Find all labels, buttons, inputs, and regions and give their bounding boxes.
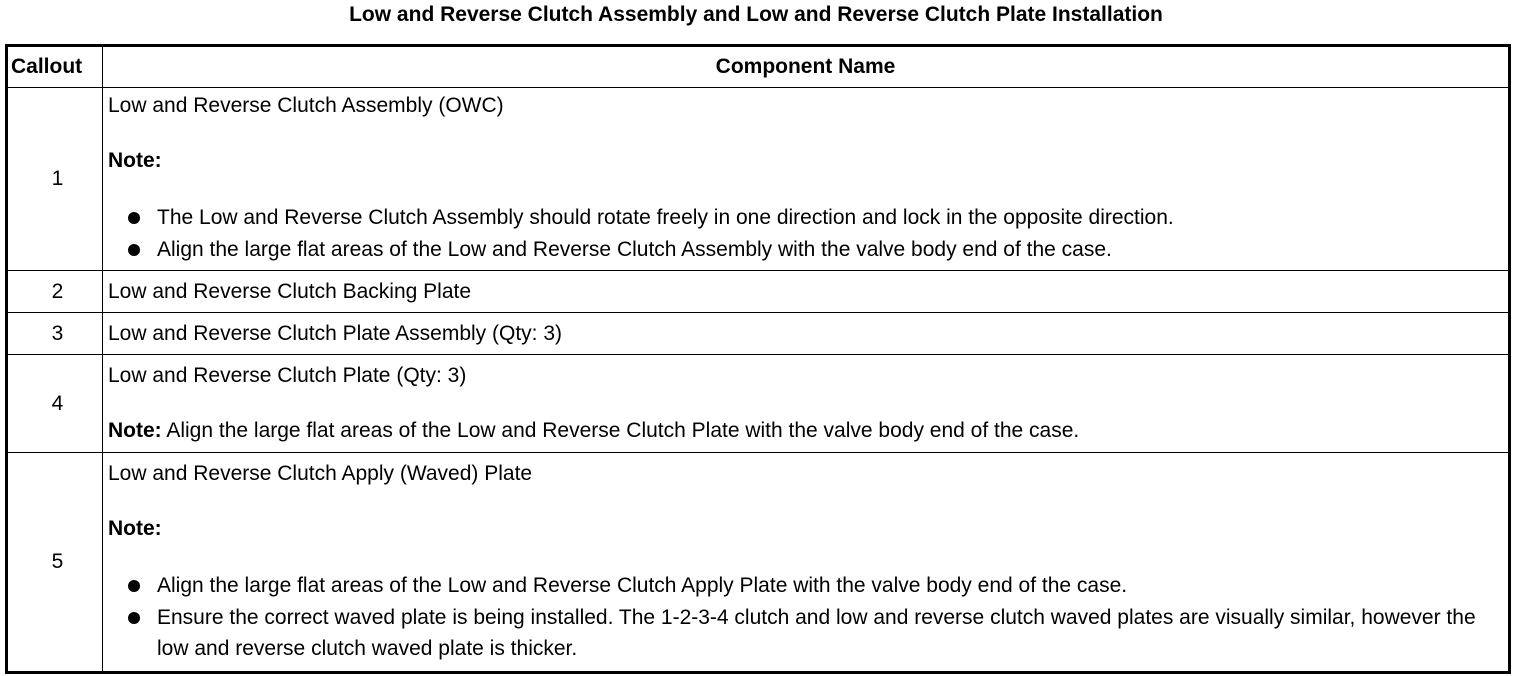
- note-bullet-text: The Low and Reverse Clutch Assembly should rotate freely in one direction and lock in the opposite direction.: [157, 206, 1174, 229]
- component-name: Low and Reverse Clutch Assembly (OWC): [108, 94, 504, 117]
- note-bullet: [108, 602, 1508, 664]
- note-bullet-list: [108, 202, 1508, 266]
- note-bullet-text: Ensure the correct waved plate is being installed. The 1-2-3-4 clutch and low and reverse clutch waved plates are visually similar, however the low and reverse clutch waved plate is thicker.: [157, 606, 1476, 660]
- component-cell: [103, 88, 1510, 271]
- table-row: [7, 355, 1510, 453]
- table-row: [7, 313, 1510, 355]
- bullet-icon: [128, 612, 140, 624]
- callout-number: 5: [7, 453, 103, 673]
- note-bullet: [108, 570, 1508, 602]
- bullet-icon: [128, 212, 140, 224]
- note-bullet: [108, 234, 1508, 266]
- note-label: Note:: [108, 517, 162, 540]
- component-cell: [103, 355, 1510, 453]
- bullet-icon: [128, 580, 140, 592]
- component-cell: [103, 453, 1510, 673]
- note-label: Note:: [108, 149, 162, 172]
- table-header-row: [7, 46, 1510, 88]
- note-bullet-text: Align the large flat areas of the Low and Reverse Clutch Apply Plate with the valve body end of the case.: [157, 574, 1128, 597]
- callout-number: 1: [7, 88, 103, 271]
- component-table: [5, 44, 1511, 674]
- callout-number: 4: [7, 355, 103, 453]
- table-row: [7, 271, 1510, 313]
- document-title: Low and Reverse Clutch Assembly and Low and Reverse Clutch Plate Installation: [349, 3, 1163, 26]
- note-bullet: [108, 202, 1508, 234]
- note-line: [108, 417, 1508, 445]
- component-name: Low and Reverse Clutch Backing Plate: [103, 271, 1510, 313]
- note-label: Note:: [108, 419, 162, 442]
- table-row: [7, 453, 1510, 673]
- note-bullet-list: [108, 570, 1508, 664]
- bullet-icon: [128, 244, 140, 256]
- component-name: Low and Reverse Clutch Apply (Waved) Plate: [108, 462, 533, 485]
- callout-number: 2: [7, 271, 103, 313]
- component-name: Low and Reverse Clutch Plate (Qty: 3): [108, 364, 467, 387]
- header-callout: Callout: [7, 46, 103, 88]
- table-row: [7, 88, 1510, 271]
- header-component-name: Component Name: [103, 46, 1510, 88]
- note-text: Align the large flat areas of the Low and Reverse Clutch Plate with the valve body end of the case.: [161, 419, 1080, 442]
- callout-number: 3: [7, 313, 103, 355]
- note-bullet-text: Align the large flat areas of the Low and Reverse Clutch Assembly with the valve body end of the case.: [157, 238, 1112, 261]
- component-name: Low and Reverse Clutch Plate Assembly (Qty: 3): [103, 313, 1510, 355]
